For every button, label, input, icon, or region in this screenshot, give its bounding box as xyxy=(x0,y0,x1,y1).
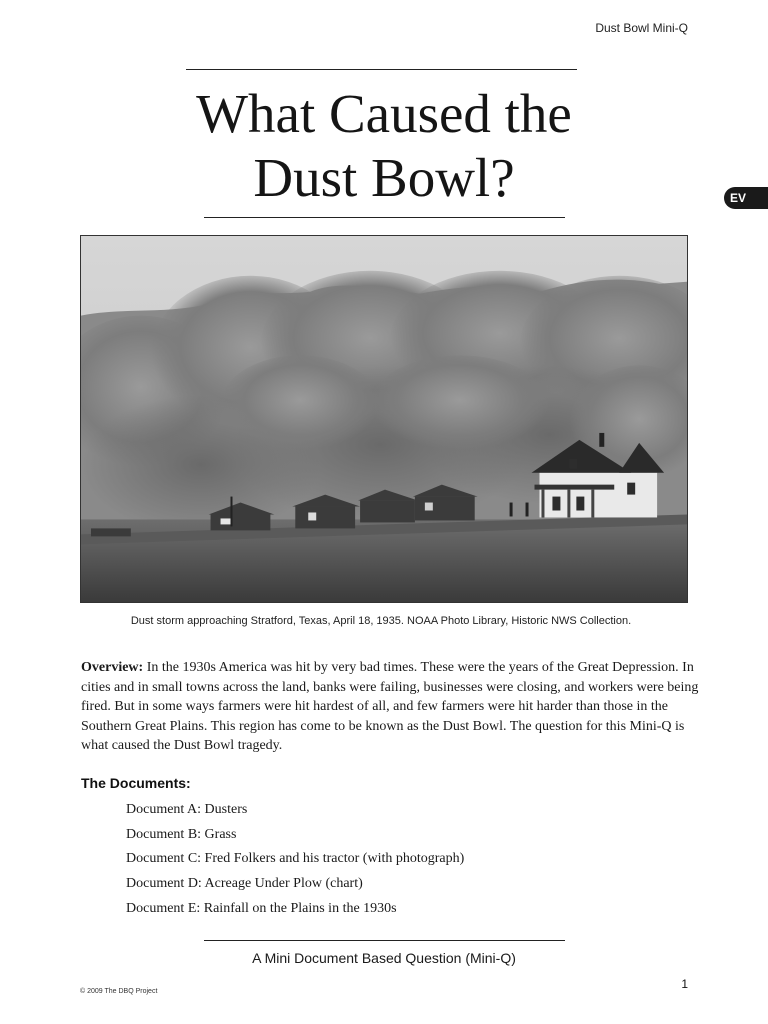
overview-label: Overview: xyxy=(81,660,144,675)
dust-storm-photo xyxy=(80,235,688,603)
title-rule-bottom xyxy=(204,217,565,218)
overview-text: In the 1930s America was hit by very bad times. These were the years of the Great Depression. In cities and in small towns across the land, banks were failing, businesses were closing, and workers were being fired. But in some ways farmers were hit hardest of all, and few farmers were hit harder than those in the Southern Great Plains. This region has come to be known as the Dust Bowl. The question for this Mini-Q is what caused the Dust Bowl tragedy. xyxy=(81,660,699,753)
document-item: Document A: Dusters xyxy=(126,802,248,817)
document-item: Document E: Rainfall on the Plains in the 1930s xyxy=(126,900,397,916)
page-number: 1 xyxy=(681,977,688,991)
documents-heading: The Documents: xyxy=(81,775,191,791)
photo-caption: Dust storm approaching Stratford, Texas, April 18, 1935. NOAA Photo Library, Historic NWS Collection. xyxy=(130,615,632,627)
footer-rule xyxy=(204,940,565,941)
copyright-notice: © 2009 The DBQ Project xyxy=(80,988,158,995)
documents-list xyxy=(126,800,464,923)
section-tab: EV xyxy=(724,187,768,209)
title-rule-top xyxy=(186,69,577,70)
overview-paragraph xyxy=(81,658,701,756)
running-header: Dust Bowl Mini-Q xyxy=(595,21,688,35)
page-title-line-2: Dust Bowl? xyxy=(253,147,515,208)
document-item: Document D: Acreage Under Plow (chart) xyxy=(126,876,363,892)
dust-storm-illustration xyxy=(81,236,687,602)
document-item: Document B: Grass xyxy=(126,826,237,842)
document-item: Document C: Fred Folkers and his tractor (with photograph) xyxy=(126,851,465,867)
page-title xyxy=(0,82,768,210)
page-title-line-1: What Caused the xyxy=(196,83,572,144)
footer-label: A Mini Document Based Question (Mini-Q) xyxy=(252,950,516,966)
